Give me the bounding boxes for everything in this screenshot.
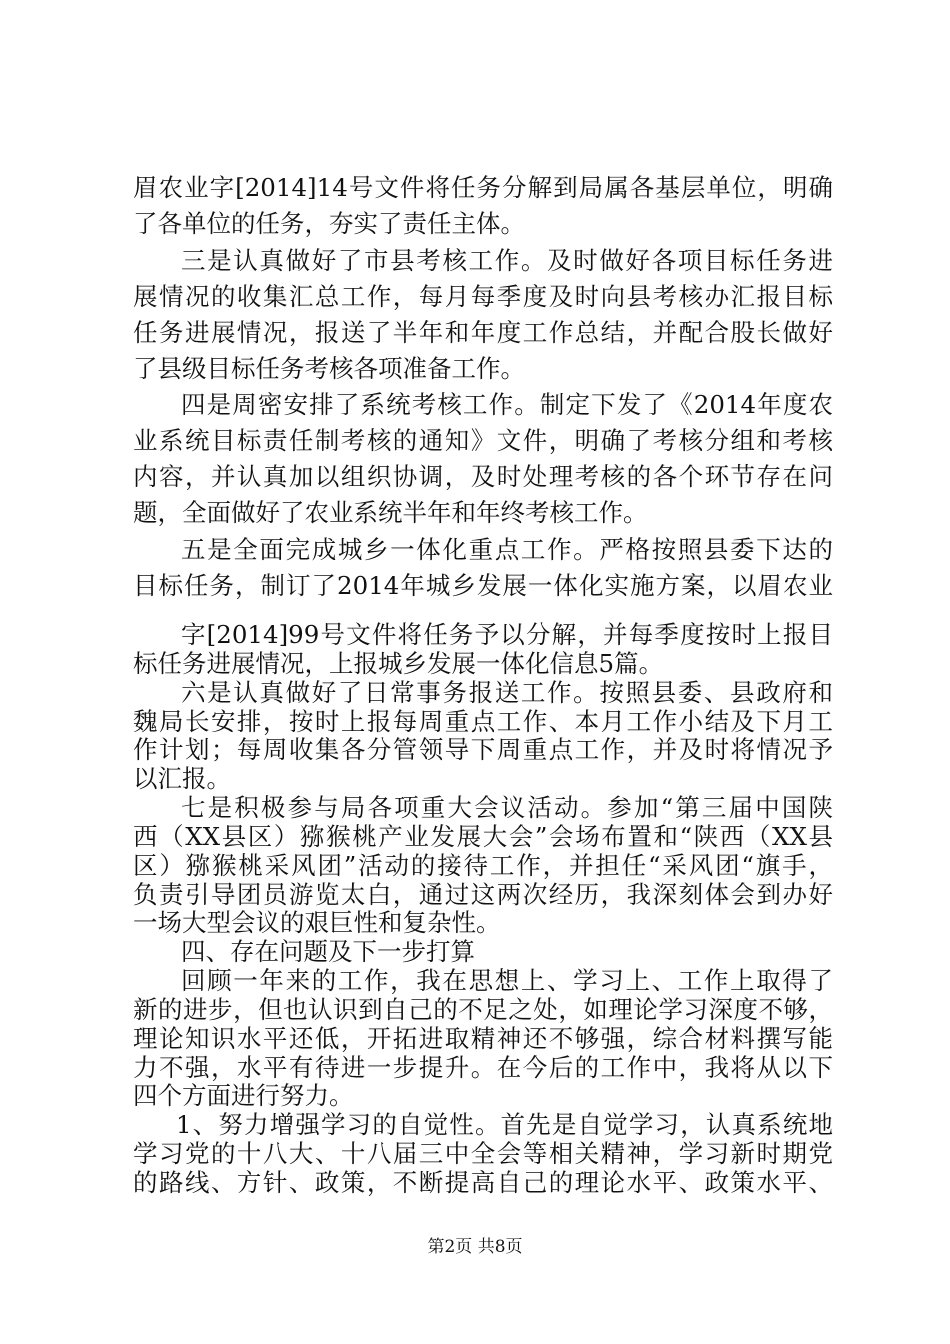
text-line: 四是周密安排了系统考核工作。制定下发了《2014年度农 <box>181 390 833 419</box>
text-line: 题，全面做好了农业系统半年和年终考核工作。 <box>133 498 648 527</box>
text-line: 目标任务，制订了2014年城乡发展一体化实施方案，以眉农业 <box>133 571 833 600</box>
text-line: 作计划；每周收集各分管领导下周重点工作，并及时将情况予 <box>133 735 833 764</box>
text-line: 西（XX县区）猕猴桃产业发展大会”会场布置和“陕西（XX县 <box>133 822 833 851</box>
text-line: 七是积极参与局各项重大会议活动。参加“第三届中国陕 <box>181 793 833 822</box>
text-line: 标任务进展情况，上报城乡发展一体化信息5篇。 <box>133 649 664 678</box>
text-line: 五是全面完成城乡一体化重点工作。严格按照县委下达的 <box>181 535 833 564</box>
text-line: 了县级目标任务考核各项准备工作。 <box>133 354 525 383</box>
section-heading: 四、存在问题及下一步打算 <box>181 937 475 966</box>
text-line: 力不强，水平有待进一步提升。在今后的工作中，我将从以下 <box>133 1053 833 1082</box>
text-line: 回顾一年来的工作，我在思想上、学习上、工作上取得了 <box>181 966 833 995</box>
page-footer: 第2页 共8页 <box>427 1237 523 1257</box>
text-line: 四个方面进行努力。 <box>133 1081 354 1110</box>
text-line: 任务进展情况，报送了半年和年度工作总结，并配合股长做好 <box>133 318 833 347</box>
text-line: 负责引导团员游览太白，通过这两次经历，我深刻体会到办好 <box>133 880 833 909</box>
text-line: 六是认真做好了日常事务报送工作。按照县委、县政府和 <box>181 678 833 707</box>
text-line: 新的进步，但也认识到自己的不足之处，如理论学习深度不够， <box>133 995 833 1024</box>
text-line: 以汇报。 <box>133 764 231 793</box>
text-line: 了各单位的任务，夯实了责任主体。 <box>133 209 525 238</box>
text-line: 1、努力增强学习的自觉性。首先是自觉学习，认真系统地 <box>176 1110 833 1139</box>
text-line: 内容，并认真加以组织协调，及时处理考核的各个环节存在问 <box>133 462 833 491</box>
text-line: 魏局长安排，按时上报每周重点工作、本月工作小结及下月工 <box>133 707 833 736</box>
text-line: 的路线、方针、政策，不断提高自己的理论水平、政策水平、 <box>133 1168 833 1197</box>
text-line: 业系统目标责任制考核的通知》文件，明确了考核分组和考核 <box>133 426 833 455</box>
text-line: 眉农业字[2014]14号文件将任务分解到局属各基层单位，明确 <box>133 173 833 202</box>
text-line: 一场大型会议的艰巨性和复杂性。 <box>133 908 501 937</box>
text-line: 学习党的十八大、十八届三中全会等相关精神，学习新时期党 <box>133 1139 833 1168</box>
text-line: 字[2014]99号文件将任务予以分解，并每季度按时上报目 <box>181 620 833 649</box>
text-line: 理论知识水平还低，开拓进取精神还不够强，综合材料撰写能 <box>133 1024 833 1053</box>
text-line: 展情况的收集汇总工作，每月每季度及时向县考核办汇报目标 <box>133 282 833 311</box>
text-line: 区）猕猴桃采风团”活动的接待工作，并担任“采风团“旗手， <box>133 851 833 880</box>
text-line: 三是认真做好了市县考核工作。及时做好各项目标任务进 <box>181 246 833 275</box>
